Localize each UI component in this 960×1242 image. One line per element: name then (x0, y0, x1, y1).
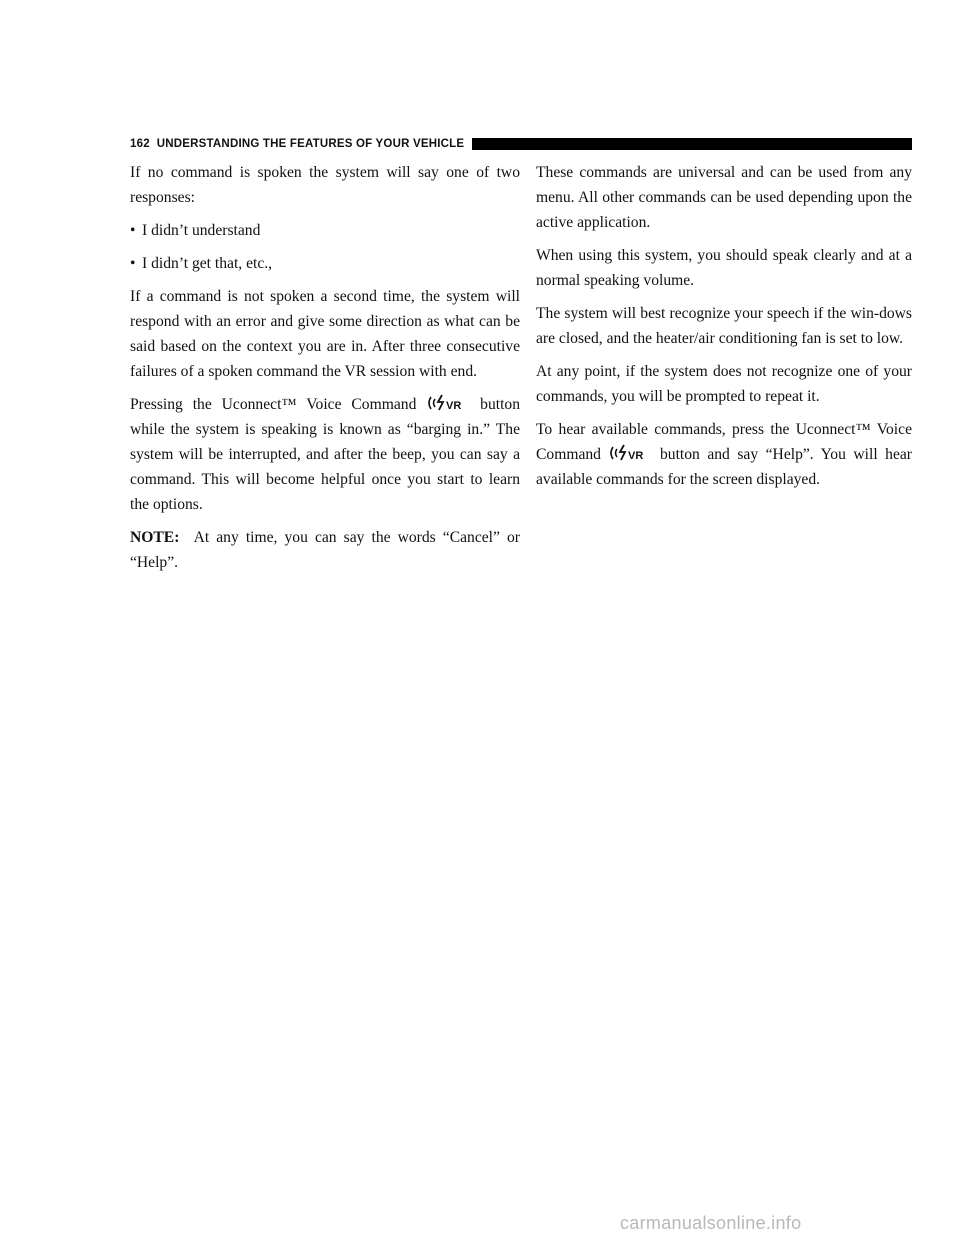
list-item (130, 218, 520, 243)
paragraph-speak-clearly: When using this system, you should speak clearly and at a normal speaking volume. (536, 247, 912, 289)
note-paragraph (130, 525, 520, 575)
svg-text:VR: VR (628, 450, 644, 462)
bullet-icon: • (130, 222, 136, 239)
paragraph-second-time: If a command is not spoken a second time, the system will respond with an error and give some direction as what can be said based on the context you are in. After three consecutive failures of a spoken command the VR session with end. (130, 288, 520, 380)
bullet-icon: • (130, 255, 136, 272)
paragraph-repeat: At any point, if the system does not recognize one of your commands, you will be prompted to repeat it. (536, 363, 912, 405)
left-column (130, 160, 520, 583)
paragraph-windows-closed: The system will best recognize your speech if the win-dows are closed, and the heater/air conditioning fan is set to low. (536, 305, 912, 347)
paragraph-text: button while the system is speaking is known as “barging in.” The system will be interrupted, and after the beep, you can say a command. This will become helpful once you start to learn the options. (130, 396, 521, 513)
paragraph-text: button and say “Help”. You will hear available commands for the screen displayed. (536, 446, 912, 488)
paragraph-text: Pressing the Uconnect™ Voice Command (130, 396, 417, 413)
voice-command-vr-icon (426, 394, 470, 412)
list-item (130, 251, 520, 276)
paragraph-help (536, 417, 912, 492)
header-rule (472, 138, 912, 150)
paragraph-no-command: If no command is spoken the system will say one of two responses: (130, 164, 520, 206)
bullet-text: I didn’t understand (142, 222, 261, 239)
voice-command-vr-icon (608, 444, 652, 462)
note-text: At any time, you can say the words “Cancel” or “Help”. (130, 529, 520, 571)
svg-text:VR: VR (446, 400, 462, 412)
watermark: carmanualsonline.info (620, 1213, 802, 1233)
bullet-text: I didn’t get that, etc., (142, 255, 273, 272)
page-number: 162 (130, 138, 150, 150)
note-label: NOTE: (130, 529, 180, 546)
right-column (536, 160, 912, 500)
section-title: UNDERSTANDING THE FEATURES OF YOUR VEHICLE (156, 138, 465, 150)
paragraph-text: To hear available commands, press the Uconnect™ Voice Command (536, 421, 912, 463)
paragraph-universal-commands: These commands are universal and can be used from any menu. All other commands can be used depending upon the active application. (536, 164, 912, 231)
paragraph-barging-in (130, 392, 520, 517)
page-header (130, 137, 912, 151)
